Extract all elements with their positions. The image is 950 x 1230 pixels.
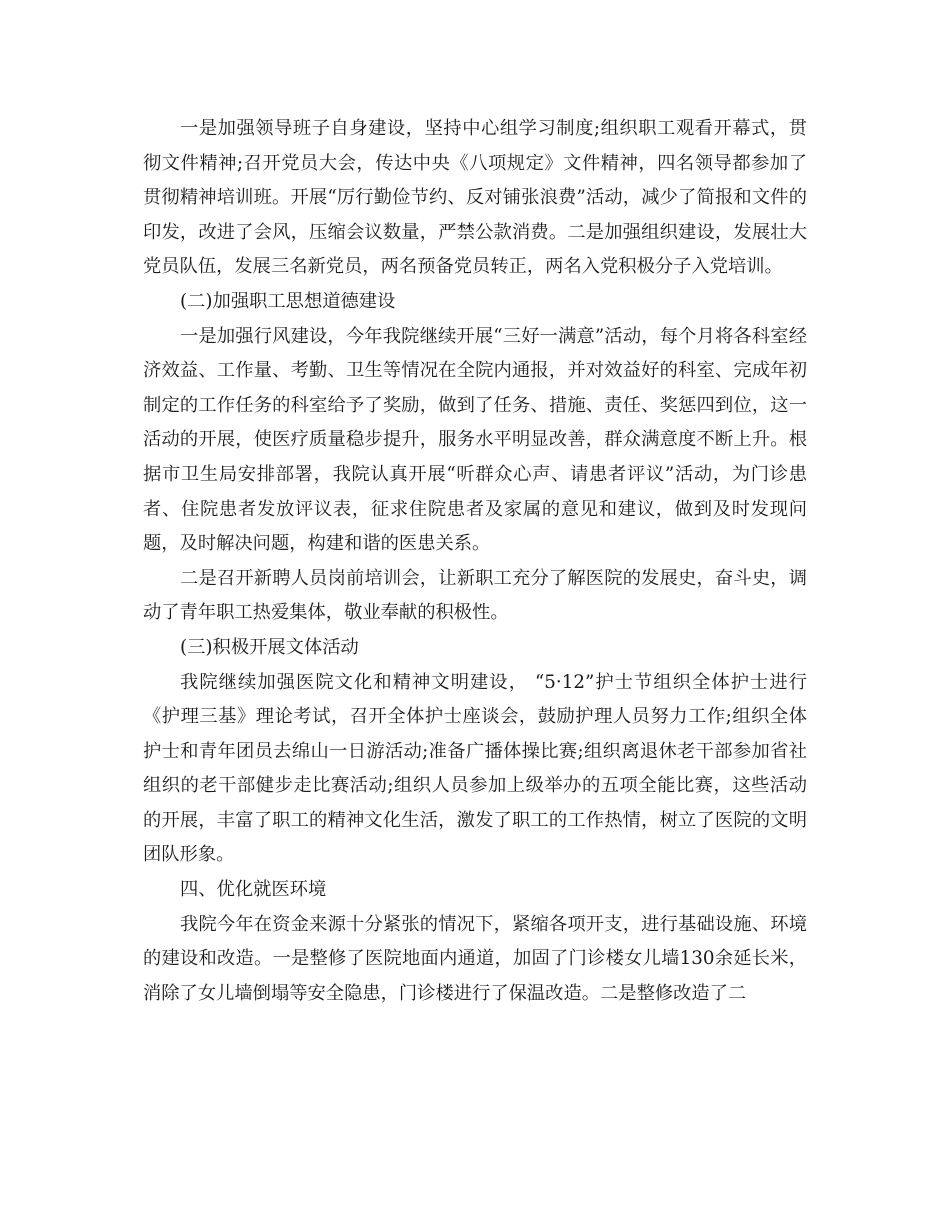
section-heading-environment: 四、优化就医环境: [180, 879, 327, 901]
document-body: [143, 112, 807, 1011]
section-heading-moral-building: (二)加强职工思想道德建设: [180, 290, 396, 312]
paragraph-staff-training: 二是召开新聘人员岗前培训会，让新职工充分了解医院的发展史，奋斗史，调动了青年职工热爱集体，敬业奉献的积极性。: [143, 567, 807, 624]
paragraph-leadership-building: 一是加强领导班子自身建设，坚持中心组学习制度;组织职工观看开幕式，贯彻文件精神;召开党员大会，传达中央《八项规定》文件精神，四名领导都参加了贯彻精神培训班。开展“厉行勤俭节约、反对铺张浪费”活动，减少了简报和文件的印发，改进了会风，压缩会议数量，严禁公款消费。二是加强组织建设，发展壮大党员队伍，发展三名新党员，两名预备党员转正，两名入党积极分子入党培训。: [143, 118, 807, 278]
paragraph-conduct-building: 一是加强行风建设，今年我院继续开展“三好一满意”活动，每个月将各科室经济效益、工作量、考勤、卫生等情况在全院内通报，并对效益好的科室、完成年初制定的工作任务的科室给予了奖励，做到了任务、措施、责任、奖惩四到位，这一活动的开展，使医疗质量稳步提升，服务水平明显改善，群众满意度不断上升。根据市卫生局安排部署，我院认真开展“听群众心声、请患者评议”活动，为门诊患者、住院患者发放评议表，征求住院患者及家属的意见和建议，做到及时发现问题，及时解决问题，构建和谐的医患关系。: [143, 325, 807, 555]
paragraph-environment: 我院今年在资金来源十分紧张的情况下，紧缩各项开支，进行基础设施、环境的建设和改造。一是整修了医院地面内通道，加固了门诊楼女儿墙130余延长米，消除了女儿墙倒塌等安全隐患，门诊楼进行了保温改造。二是整修改造了二: [143, 913, 807, 1004]
section-heading-cultural-activities: (三)积极开展文体活动: [180, 636, 359, 658]
paragraph-cultural-activities: 我院继续加强医院文化和精神文明建设， “5·12”护士节组织全体护士进行《护理三基》理论考试，召开全体护士座谈会，鼓励护理人员努力工作;组织全体护士和青年团员去绵山一日游活动;准备广播体操比赛;组织离退休老干部参加省社组织的老干部健步走比赛活动;组织人员参加上级举办的五项全能比赛，这些活动的开展，丰富了职工的精神文化生活，激发了职工的工作热情，树立了医院的文明团队形象。: [143, 671, 807, 866]
